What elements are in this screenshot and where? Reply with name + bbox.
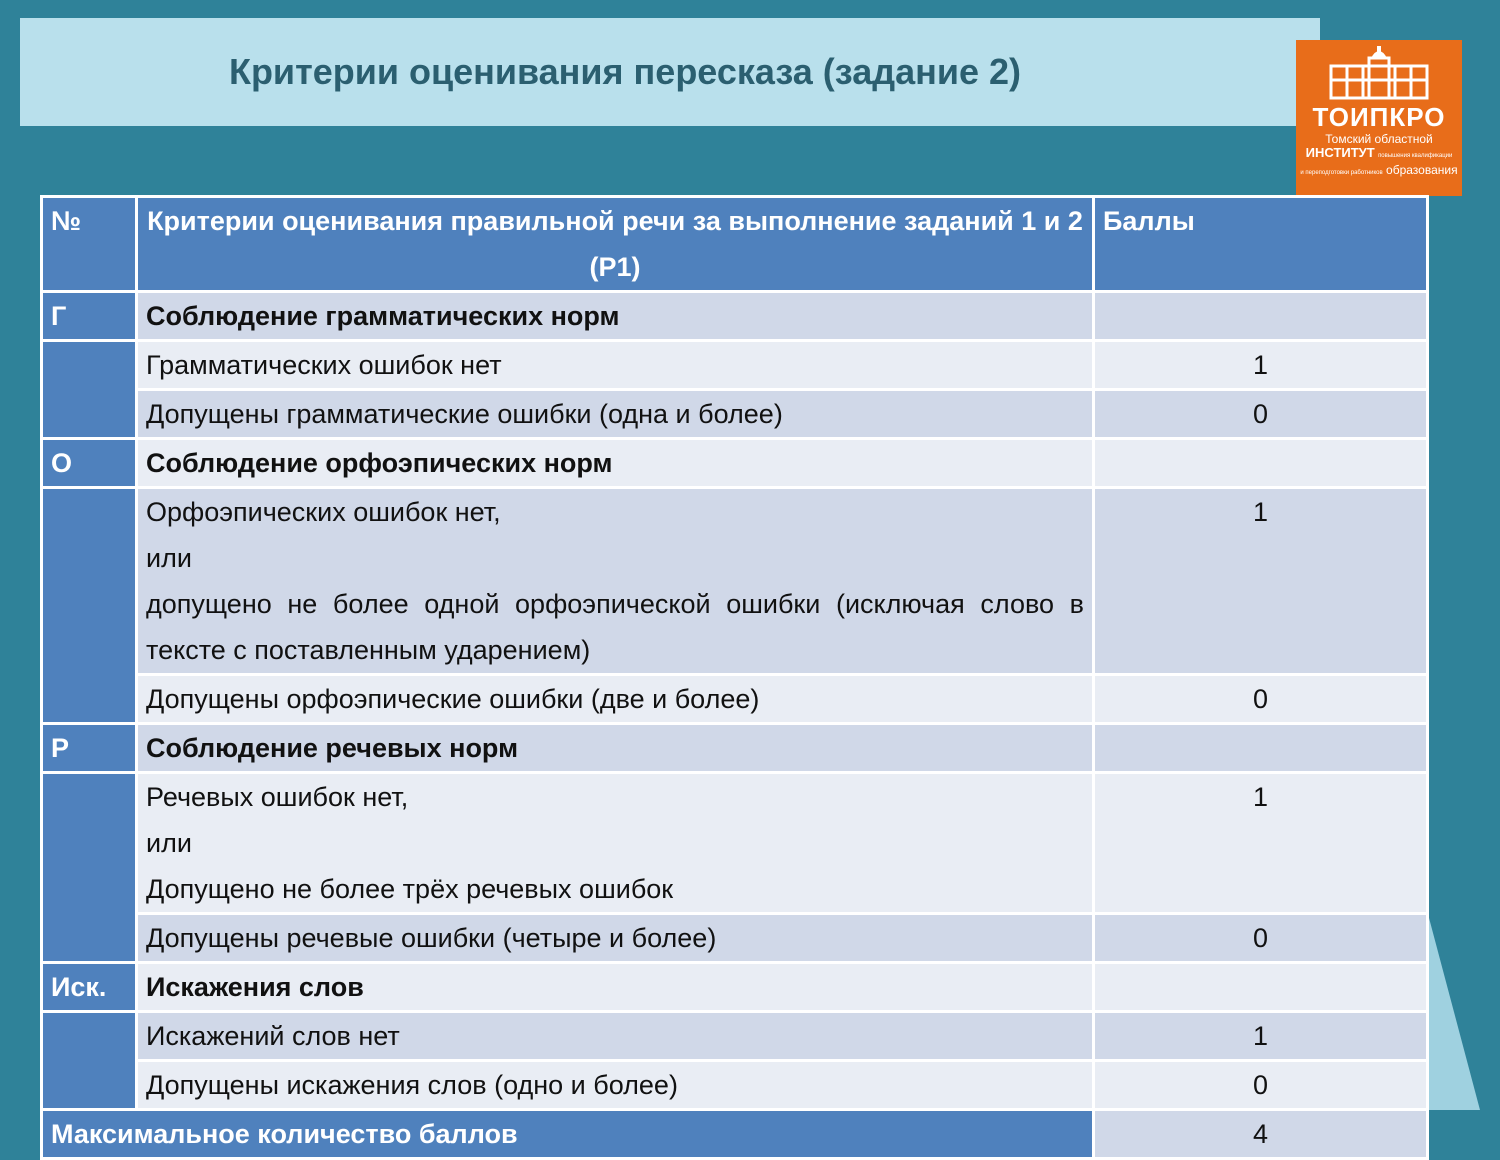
criterion-points: 1 (1094, 1012, 1428, 1061)
table-row (42, 773, 1428, 914)
criterion-points: 0 (1094, 1061, 1428, 1110)
group-points (1094, 292, 1428, 341)
criterion-text: Допущены грамматические ошибки (одна и более) (137, 390, 1094, 439)
group-code-spacer (42, 1012, 137, 1110)
table-row (42, 914, 1428, 963)
group-points (1094, 439, 1428, 488)
table-row (42, 341, 1428, 390)
group-code: О (42, 439, 137, 488)
criterion-text: Допущены искажения слов (одно и более) (137, 1061, 1094, 1110)
criteria-table (40, 195, 1429, 1160)
group-title: Соблюдение грамматических норм (137, 292, 1094, 341)
group-points (1094, 963, 1428, 1012)
criterion-points: 1 (1094, 488, 1428, 675)
group-title: Искажения слов (137, 963, 1094, 1012)
title-band (20, 18, 1320, 126)
group-code: Г (42, 292, 137, 341)
criterion-text: Допущены речевые ошибки (четыре и более) (137, 914, 1094, 963)
group-code-spacer (42, 773, 137, 963)
header-number: № (42, 197, 137, 292)
group-row-orthoepy (42, 439, 1428, 488)
page-title: Критерии оценивания пересказа (задание 2) (228, 51, 1022, 92)
header-points: Баллы (1094, 197, 1428, 292)
total-row (42, 1110, 1428, 1159)
table-row (42, 1061, 1428, 1110)
criterion-text: Допущены орфоэпические ошибки (две и более) (137, 675, 1094, 724)
group-code: Р (42, 724, 137, 773)
logo-name: ТОИПКРО (1312, 102, 1446, 132)
criterion-text: Искажений слов нет (137, 1012, 1094, 1061)
table-row (42, 488, 1428, 675)
group-row-speech (42, 724, 1428, 773)
criterion-points: 0 (1094, 390, 1428, 439)
group-row-grammar (42, 292, 1428, 341)
header-criteria: Критерии оценивания правильной речи за выполнение заданий 1 и 2 (Р1) (137, 197, 1094, 292)
criterion-points: 0 (1094, 675, 1428, 724)
group-title: Соблюдение речевых норм (137, 724, 1094, 773)
group-code: Иск. (42, 963, 137, 1012)
criterion-text: Грамматических ошибок нет (137, 341, 1094, 390)
logo-subtitle: Томский областной ИНСТИТУТ повышения квалификации и переподготовки работников образования (1300, 132, 1458, 177)
criterion-text: Речевых ошибок нет, или Допущено не более трёх речевых ошибок (137, 773, 1094, 914)
group-code-spacer (42, 341, 137, 439)
criterion-points: 0 (1094, 914, 1428, 963)
group-row-distortions (42, 963, 1428, 1012)
table-row (42, 675, 1428, 724)
group-title: Соблюдение орфоэпических норм (137, 439, 1094, 488)
total-label: Максимальное количество баллов (42, 1110, 1094, 1159)
toipkro-logo (1296, 40, 1462, 196)
criterion-points: 1 (1094, 341, 1428, 390)
total-points: 4 (1094, 1110, 1428, 1159)
group-code-spacer (42, 488, 137, 724)
building-icon (1327, 46, 1431, 102)
group-points (1094, 724, 1428, 773)
criterion-text: Орфоэпических ошибок нет, или допущено не более одной орфоэпической ошибки (исключая слово в тексте с поставленным ударением) (137, 488, 1094, 675)
table-row (42, 390, 1428, 439)
criterion-points: 1 (1094, 773, 1428, 914)
table-header-row (42, 197, 1428, 292)
table-row (42, 1012, 1428, 1061)
